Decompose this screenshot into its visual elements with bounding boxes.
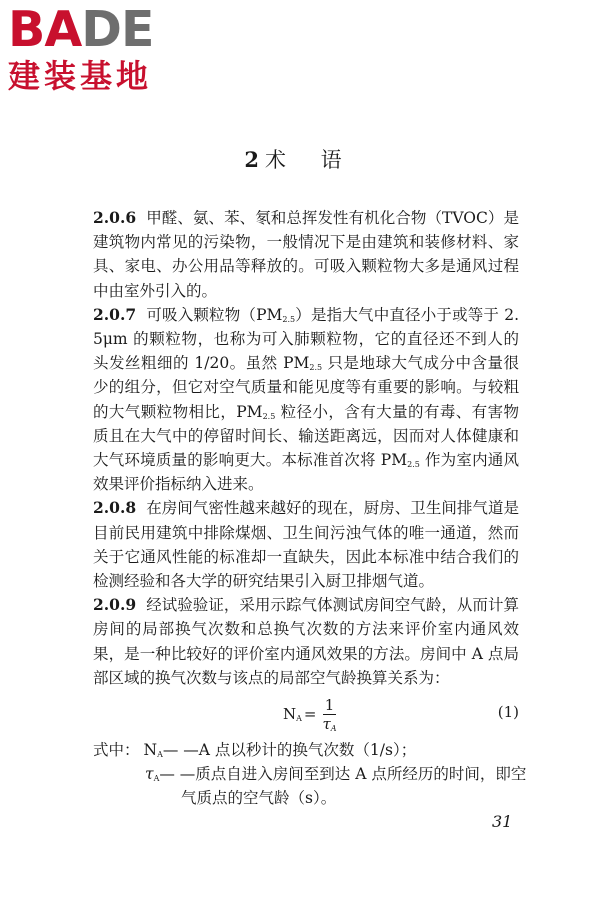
logo-wordmark: BADE xyxy=(8,1,154,58)
definition-tau-continued: 气质点的空气龄（s）。 xyxy=(181,789,337,808)
chapter-title xyxy=(0,144,600,174)
clause-2-0-9 xyxy=(93,593,519,690)
clause-text: 在房间气密性越来越好的现在，厨房、卫生间排气道是目前民用建筑中排除煤烟、卫生间污浊气体的唯一通道，然而关于它通风性能的标准却一直缺失，因此本标准中结合我们的检测经验和各大学的研究结果引入厨卫排烟气道。 xyxy=(93,499,519,591)
page-number: 31 xyxy=(492,812,513,831)
logo-subtitle: 建装基地 xyxy=(8,57,153,95)
clause-2-0-7 xyxy=(93,303,519,497)
chapter-number: 2 xyxy=(244,147,259,172)
clause-text: 可吸入颗粒物$(PM_{2.5})$是指大气中直径小于或等于 2.5μm 的颗粒物，也称为可入肺颗粒物，它的直径还不到人的头发丝粗细的 1/20。虽然 $PM_{2.5}$ 只是地球大气成分中含量很少的组分，但它对空气质量和能见度等有重要的影响。与较粗的大气颗粒物相比，$PM_{2.5}$ 粒径小，含有大量的有毒、有害物质且在大气中的停留时间长、输送距离远，因而对人体健康和大气环境质量的影响更大。本标准首次将 $PM_{2.5}$ 作为室内通风效果评价指标纳入进来。 xyxy=(93,305,520,494)
clause-2-0-8 xyxy=(93,496,519,593)
clause-number: 2.0.8 xyxy=(93,498,137,518)
symbol-definitions xyxy=(93,738,527,811)
definition-tau: $\tau_A—$ —质点自进入房间至到达 A 点所经历的时间，即空 xyxy=(145,765,527,784)
clause-2-0-6 xyxy=(93,206,519,303)
chapter-name: 术 语 xyxy=(264,148,356,172)
clause-number: 2.0.7 xyxy=(93,304,137,324)
formula-fraction xyxy=(322,696,336,733)
logo xyxy=(8,1,154,95)
formula-row xyxy=(93,692,519,736)
clause-number: 2.0.9 xyxy=(93,595,137,615)
clause-text: 甲醛、氨、苯、氡和总挥发性有机化合物（TVOC）是建筑物内常见的污染物，一般情况下是由建筑和装修材料、家具、家电、办公用品等释放的。可吸入颗粒物大多是通风过程中由室外引入的。 xyxy=(93,209,519,300)
clause-text: 经试验验证，采用示踪气体测试房间空气龄，从而计算房间的局部换气次数和总换气次数的方法来评价室内通风效果，是一种比较好的评价室内通风效果的方法。房间中 A 点局部区域的换气次数与该点的局部空气龄换算关系为： xyxy=(93,596,519,687)
clause-number: 2.0.6 xyxy=(93,208,137,227)
formula-equals: = xyxy=(303,705,317,724)
page-body xyxy=(93,206,527,811)
formula-denominator: $\tau_A$ xyxy=(322,715,337,734)
formula-lhs: $N_A$ xyxy=(283,705,302,724)
equation-number: (1) xyxy=(497,703,519,722)
definition-n: 式中： $N_A—$ —A 点以秒计的换气次数（1/s）； xyxy=(93,741,417,760)
formula-numerator: 1 xyxy=(324,696,335,715)
formula xyxy=(283,696,337,733)
